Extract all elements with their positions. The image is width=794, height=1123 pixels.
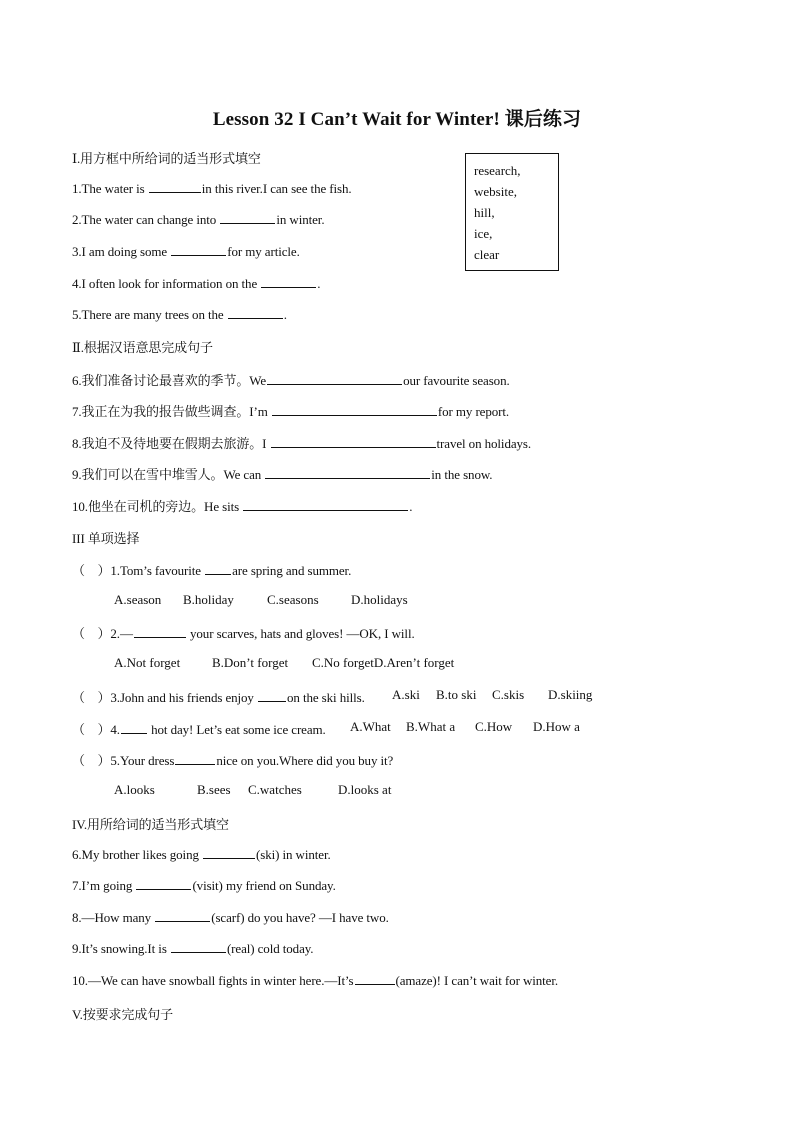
question-text: (visit) my friend on Sunday. (192, 878, 336, 893)
question-text: 4. (110, 722, 120, 737)
answer-blank[interactable] (228, 306, 283, 319)
question-text: 5.Your dress (110, 753, 175, 768)
mc-option[interactable]: C.watches (248, 782, 302, 797)
question-text: (real) cold today. (226, 941, 314, 956)
mc-question-5 (72, 750, 393, 769)
question-s1-5 (72, 306, 287, 323)
answer-paren[interactable]: （ ） (72, 563, 111, 578)
mc-option[interactable]: D.holidays (351, 592, 408, 607)
question-text: are spring and summer. (232, 563, 352, 578)
question-text: 6.我们准备讨论最喜欢的季节。We (72, 373, 267, 388)
mc-option[interactable]: A.Not forget (114, 655, 181, 670)
question-text: 8.我迫不及待地要在假期去旅游。I (72, 436, 270, 451)
question-s2-7 (72, 401, 509, 420)
question-text: 6.My brother likes going (72, 847, 203, 862)
question-text: 7.我正在为我的报告做些调查。I’m (72, 404, 271, 419)
mc-option[interactable]: B.holiday (183, 592, 234, 607)
answer-blank[interactable] (271, 435, 436, 448)
answer-blank[interactable] (272, 403, 437, 416)
question-text: . (283, 307, 287, 322)
answer-blank (175, 752, 215, 765)
question-text: 9.我们可以在雪中堆雪人。We can (72, 467, 265, 482)
question-text: for my report. (437, 404, 510, 419)
answer-paren[interactable]: （ ） (72, 690, 111, 705)
mc-option[interactable]: B.What a (406, 719, 456, 734)
question-text: 1.Tom’s favourite (110, 563, 205, 578)
mc-option[interactable]: C.How (475, 719, 513, 734)
word-box-item: ice, (474, 226, 493, 241)
section-5-heading: V.按要求完成句子 (72, 1007, 174, 1022)
answer-blank[interactable] (261, 275, 316, 288)
question-text: 2.The water can change into (72, 212, 220, 227)
mc-option[interactable]: C.No forgetD.Aren’t forget (312, 655, 455, 670)
question-s4-10 (72, 972, 558, 989)
question-s2-6 (72, 370, 510, 389)
answer-blank[interactable] (149, 180, 201, 193)
section-1-heading: Ⅰ.用方框中所给词的适当形式填空 (72, 151, 261, 166)
question-text: (ski) in winter. (256, 847, 331, 862)
question-text: in this river.I can see the fish. (201, 181, 352, 196)
mc-option[interactable]: A.looks (114, 782, 155, 797)
question-text: 2.— (110, 626, 133, 641)
question-text: (amaze)! I can’t wait for winter. (395, 973, 558, 988)
question-text: on the ski hills. (287, 690, 365, 705)
mc-option[interactable]: C.seasons (267, 592, 319, 607)
mc-option[interactable]: D.How a (533, 719, 580, 734)
question-s2-10 (72, 496, 412, 515)
question-text: 4.I often look for information on the (72, 276, 261, 291)
answer-blank[interactable] (155, 909, 210, 922)
mc-option[interactable]: C.skis (492, 687, 525, 702)
mc-option[interactable]: A.What (350, 719, 391, 734)
question-text: 9.It’s snowing.It is (72, 941, 170, 956)
answer-blank[interactable] (265, 466, 430, 479)
question-s4-7 (72, 877, 336, 894)
word-box-item: hill, (474, 205, 495, 220)
answer-blank[interactable] (136, 877, 191, 890)
question-text: in winter. (276, 212, 325, 227)
mc-question-4 (72, 719, 326, 738)
question-text: your scarves, hats and gloves! —OK, I will. (186, 626, 415, 641)
question-s1-3 (72, 243, 300, 260)
mc-question-1 (72, 560, 351, 579)
question-text: in the snow. (431, 467, 493, 482)
section-2-heading: Ⅱ.根据汉语意思完成句子 (72, 340, 213, 355)
mc-question-2 (72, 623, 415, 642)
question-text: 3.John and his friends enjoy (110, 690, 257, 705)
question-s4-9 (72, 940, 313, 957)
answer-blank (134, 625, 186, 638)
section-4-heading: IV.用所给词的适当形式填空 (72, 817, 229, 832)
question-text: 10.—We can have snowball fights in winter here.—It’s (72, 973, 354, 988)
mc-option[interactable]: D.skiing (548, 687, 593, 702)
mc-option[interactable]: D.looks at (338, 782, 392, 797)
answer-blank[interactable] (355, 972, 395, 985)
mc-option[interactable]: A.ski (392, 687, 420, 702)
question-text: 3.I am doing some (72, 244, 171, 259)
answer-blank[interactable] (171, 243, 226, 256)
mc-option[interactable]: B.sees (197, 782, 231, 797)
mc-question-3 (72, 687, 365, 706)
answer-blank[interactable] (243, 498, 408, 511)
question-text: travel on holidays. (436, 436, 532, 451)
answer-paren[interactable]: （ ） (72, 626, 111, 641)
question-s1-4 (72, 275, 320, 292)
question-text: 1.The water is (72, 181, 148, 196)
word-box-item: website, (474, 184, 517, 199)
question-text: 10.他坐在司机的旁边。He sits (72, 499, 243, 514)
answer-blank[interactable] (203, 846, 255, 859)
mc-option[interactable]: B.to ski (436, 687, 477, 702)
question-s2-8 (72, 433, 531, 452)
word-box-item: research, (474, 163, 521, 178)
question-text: nice on you.Where did you buy it? (216, 753, 394, 768)
word-box-item: clear (474, 247, 500, 262)
question-s1-2 (72, 211, 324, 228)
question-s4-6 (72, 846, 331, 863)
page-title: Lesson 32 I Can’t Wait for Winter! 课后练习 (212, 109, 582, 130)
answer-blank (258, 689, 286, 702)
answer-paren[interactable]: （ ） (72, 753, 111, 768)
question-text: (scarf) do you have? —I have two. (211, 910, 389, 925)
question-s4-8 (72, 909, 389, 926)
question-text: 7.I’m going (72, 878, 136, 893)
question-text: hot day! Let’s eat some ice cream. (147, 722, 326, 737)
question-text: 8.—How many (72, 910, 155, 925)
question-text: . (409, 499, 413, 514)
answer-paren[interactable]: （ ） (72, 722, 111, 737)
question-text: for my article. (227, 244, 300, 259)
question-text: . (317, 276, 321, 291)
question-s2-9 (72, 464, 492, 483)
word-box (465, 153, 559, 271)
answer-blank (121, 721, 147, 734)
answer-blank[interactable] (220, 211, 275, 224)
question-text: 5.There are many trees on the (72, 307, 227, 322)
question-s1-1 (72, 180, 352, 197)
question-text: our favourite season. (403, 373, 510, 388)
mc-option[interactable]: B.Don’t forget (212, 655, 289, 670)
answer-blank[interactable] (267, 372, 402, 385)
answer-blank[interactable] (171, 940, 226, 953)
answer-blank (205, 562, 231, 575)
section-3-heading: III 单项选择 (72, 531, 140, 546)
mc-option[interactable]: A.season (114, 592, 162, 607)
